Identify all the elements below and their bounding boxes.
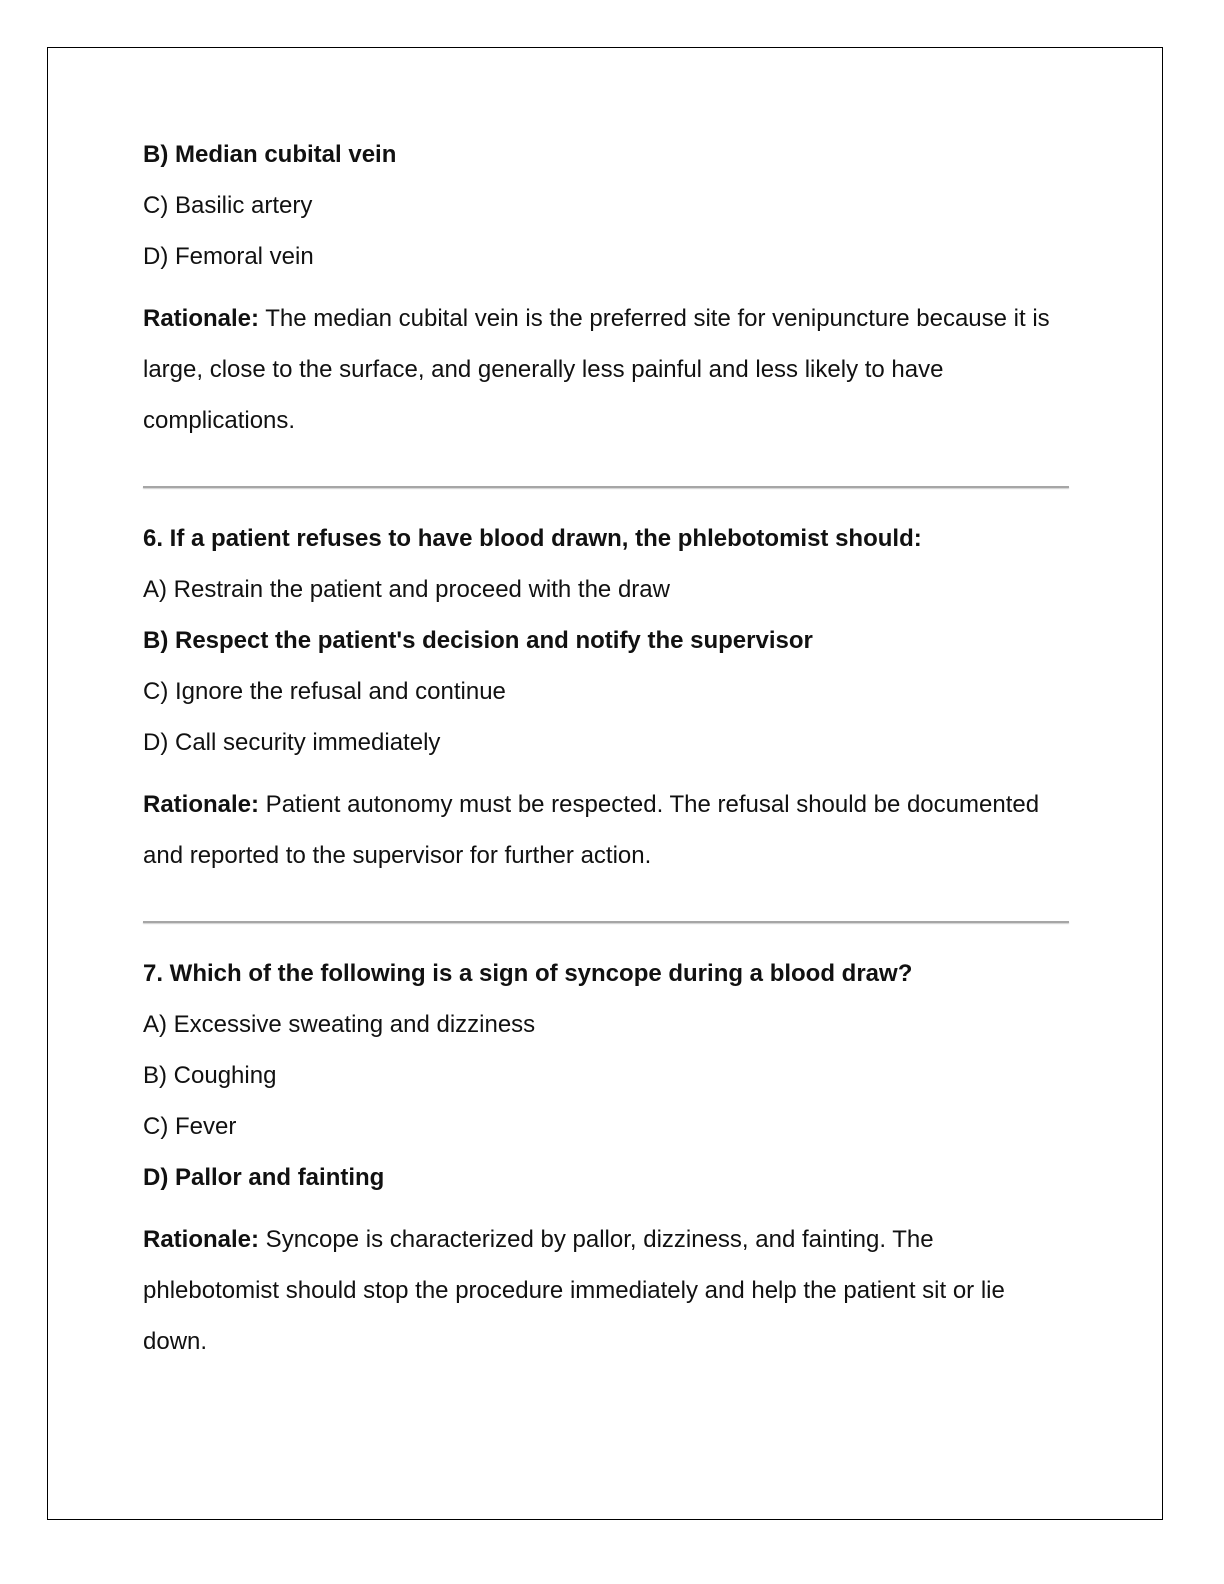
question-5-tail xyxy=(143,140,1073,446)
answer-option-b-correct: B) Respect the patient's decision and notify the supervisor xyxy=(143,627,813,654)
answer-option-b: B) Coughing xyxy=(143,1062,277,1089)
answer-option-d: D) Call security immediately xyxy=(143,729,441,756)
rationale-label: Rationale: xyxy=(143,305,260,332)
answer-option-d-correct: D) Pallor and fainting xyxy=(143,1164,385,1191)
answer-option-a: A) Excessive sweating and dizziness xyxy=(143,1011,536,1038)
answer-option-a: A) Restrain the patient and proceed with the draw xyxy=(143,576,670,603)
rationale-label: Rationale: xyxy=(143,791,260,818)
rationale-text: Patient autonomy must be respected. The refusal should be documented and reported to the supervisor for further action. xyxy=(143,791,1040,869)
answer-option-c: C) Basilic artery xyxy=(143,192,313,219)
rationale-label: Rationale: xyxy=(143,1226,260,1253)
answer-option-b-correct: B) Median cubital vein xyxy=(143,141,397,168)
rationale-text: Syncope is characterized by pallor, dizziness, and fainting. The phlebotomist should stop the procedure immediately and help the patient sit or lie down. xyxy=(143,1226,1005,1355)
rationale-paragraph xyxy=(143,779,1073,881)
rationale-paragraph xyxy=(143,1214,1073,1367)
question-text: 6. If a patient refuses to have blood drawn, the phlebotomist should: xyxy=(143,525,922,552)
document-content xyxy=(143,140,1073,1367)
rationale-paragraph xyxy=(143,293,1073,446)
section-divider xyxy=(143,486,1069,488)
answer-option-d: D) Femoral vein xyxy=(143,243,314,270)
rationale-text: The median cubital vein is the preferred site for venipuncture because it is large, close to the surface, and generally less painful and less likely to have complications. xyxy=(143,305,1050,434)
answer-option-c: C) Ignore the refusal and continue xyxy=(143,678,506,705)
section-divider xyxy=(143,921,1069,923)
question-text: 7. Which of the following is a sign of syncope during a blood draw? xyxy=(143,960,913,987)
question-6 xyxy=(143,524,1073,881)
answer-option-c: C) Fever xyxy=(143,1113,237,1140)
question-7 xyxy=(143,959,1073,1367)
